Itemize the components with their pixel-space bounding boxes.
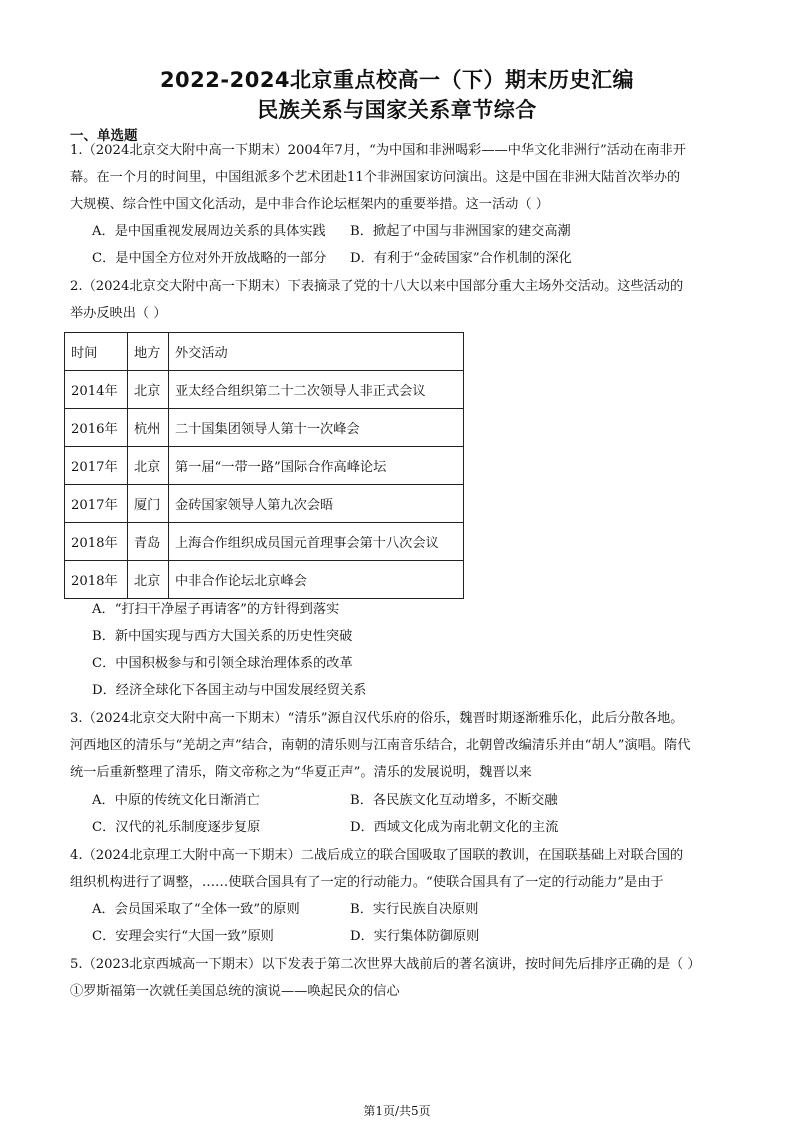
question-2-option-a: A．“打扫干净屋子再请客”的方针得到落实 (92, 602, 340, 617)
question-3-line-3: 统一后重新整理了清乐，隋文帝称之为“华夏正声”。清乐的发展说明，魏晋以来 (70, 765, 532, 780)
table-row (65, 561, 464, 599)
table-header-cell: 外交活动 (169, 333, 464, 371)
table-cell: 上海合作组织成员国元首理事会第十八次会议 (169, 523, 464, 561)
table-cell: 北京 (128, 561, 169, 599)
table-cell: 金砖国家领导人第九次会晤 (169, 485, 464, 523)
question-4-line-1: 4.（2024北京理工大附中高一下期末）二战后成立的联合国吸取了国联的教训，在国联基础上对联合国的 (70, 848, 684, 863)
table-cell: 青岛 (128, 523, 169, 561)
table-cell: 第一届“一带一路”国际合作高峰论坛 (169, 447, 464, 485)
question-3-option-d: D．西域文化成为南北朝文化的主流 (350, 820, 559, 835)
table-cell: 2018年 (65, 523, 128, 561)
question-1-option-a: A．是中国重视发展周边关系的具体实践 (92, 224, 326, 239)
table-cell: 北京 (128, 371, 169, 409)
table-cell: 2016年 (65, 409, 128, 447)
question-5-line-2: ①罗斯福第一次就任美国总统的演说——唤起民众的信心 (70, 984, 400, 999)
table-cell: 北京 (128, 447, 169, 485)
question-1-option-c: C．是中国全方位对外开放战略的一部分 (92, 251, 327, 266)
document-subtitle: 民族关系与国家关系章节综合 (257, 98, 537, 122)
table-cell: 二十国集团领导人第十一次峰会 (169, 409, 464, 447)
table-cell: 厦门 (128, 485, 169, 523)
question-4-option-a: A．会员国采取了“全体一致”的原则 (92, 902, 300, 917)
question-2-line-1: 2.（2024北京交大附中高一下期末）下表摘录了党的十八大以来中国部分重大主场外交活动。这些活动的 (70, 279, 684, 294)
question-4-line-2: 组织机构进行了调整，……使联合国具有了一定的行动能力。“使联合国具有了一定的行动能力”是由于 (70, 875, 664, 890)
question-5-line-1: 5.（2023北京西城高一下期末）以下发表于第二次世界大战前后的著名演讲，按时间先后排序正确的是（ ） (70, 957, 701, 972)
question-3-line-2: 河西地区的清乐与“羌胡之声”结合，南朝的清乐则与江南音乐结合，北朝曾改编清乐并由“胡人”演唱。隋代 (70, 738, 691, 753)
table-row (65, 371, 464, 409)
question-1-line-2: 幕。在一个月的时间里，中国组派多个艺术团赴11个非洲国家访问演出。这是中国在非洲大陆首次举办的 (70, 170, 681, 185)
question-2-option-c: C．中国积极参与和引领全球治理体系的改革 (92, 656, 353, 671)
table-row (65, 485, 464, 523)
table-header-cell: 时间 (65, 333, 128, 371)
table-header-row (65, 333, 464, 371)
question-3-line-1: 3.（2024北京交大附中高一下期末）“清乐”源自汉代乐府的俗乐，魏晋时期逐渐雅乐化，此后分散各地。 (70, 711, 684, 726)
question-3-option-b: B．各民族文化互动增多，不断交融 (350, 793, 558, 808)
table-header-cell: 地方 (128, 333, 169, 371)
table-row (65, 409, 464, 447)
question-1-line-1: 1.（2024北京交大附中高一下期末）2004年7月，“为中国和非洲喝彩——中华文化非洲行”活动在南非开 (70, 143, 686, 158)
question-3-option-a: A．中原的传统文化日渐消亡 (92, 793, 260, 808)
table-row (65, 523, 464, 561)
table-cell: 杭州 (128, 409, 169, 447)
question-4-option-b: B．实行民族自决原则 (350, 902, 479, 917)
document-title: 2022-2024北京重点校高一（下）期末历史汇编 (159, 68, 635, 92)
question-2-line-2: 举办反映出（ ） (70, 306, 167, 321)
diplomatic-activities-table (64, 332, 464, 599)
table-row (65, 447, 464, 485)
table-cell: 2014年 (65, 371, 128, 409)
question-4-option-c: C．安理会实行“大国一致”原则 (92, 929, 274, 944)
table-cell: 2017年 (65, 485, 128, 523)
table-cell: 2017年 (65, 447, 128, 485)
page-footer: 第1页/共5页 (363, 1104, 431, 1118)
question-1-option-d: D．有利于“金砖国家”合作机制的深化 (350, 251, 572, 266)
table-cell: 2018年 (65, 561, 128, 599)
question-4-option-d: D．实行集体防御原则 (350, 929, 480, 944)
question-3-option-c: C．汉代的礼乐制度逐步复原 (92, 820, 261, 835)
question-1-option-b: B．掀起了中国与非洲国家的建交高潮 (350, 224, 571, 239)
question-1-line-3: 大规模、综合性中国文化活动，是中非合作论坛框架内的重要举措。这一活动（ ） (70, 197, 549, 212)
question-2-option-b: B．新中国实现与西方大国关系的历史性突破 (92, 629, 353, 644)
table-cell: 中非合作论坛北京峰会 (169, 561, 464, 599)
section-heading: 一、单选题 (70, 128, 138, 144)
table-cell: 亚太经合组织第二十二次领导人非正式会议 (169, 371, 464, 409)
question-2-option-d: D．经济全球化下各国主动与中国发展经贸关系 (92, 683, 367, 698)
